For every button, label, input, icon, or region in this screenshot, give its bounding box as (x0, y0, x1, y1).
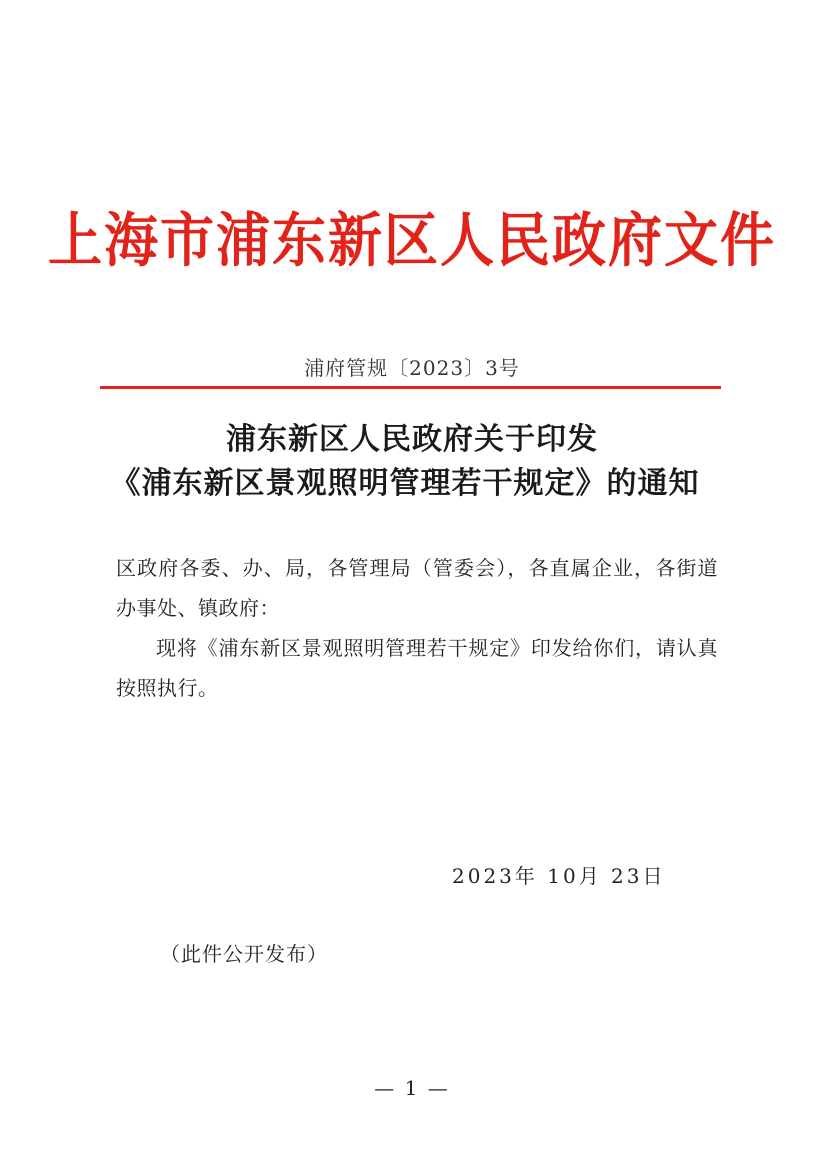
notice-title (0, 418, 824, 506)
document-header-title: 上海市浦东新区人民政府文件 (48, 205, 776, 275)
notice-title-line-2: 《浦东新区景观照明管理若干规定》的通知 (110, 466, 700, 501)
notice-body (116, 548, 718, 708)
document-number: 浦府管规〔2023〕3号 (304, 356, 520, 380)
body-paragraph: 现将《浦东新区景观照明管理若干规定》印发给你们，请认真按照执行。 (116, 636, 718, 700)
notice-title-line-1: 浦东新区人民政府关于印发 (226, 422, 598, 457)
addressees: 区政府各委、办、局，各管理局（管委会），各直属企业，各街道办事处、镇政府： (116, 556, 718, 620)
publication-note: （此件公开发布） (160, 942, 328, 966)
header-divider (100, 386, 721, 389)
issue-date: 2023年 10月 23日 (452, 864, 666, 888)
page-number: — 1 — (374, 1076, 450, 1100)
